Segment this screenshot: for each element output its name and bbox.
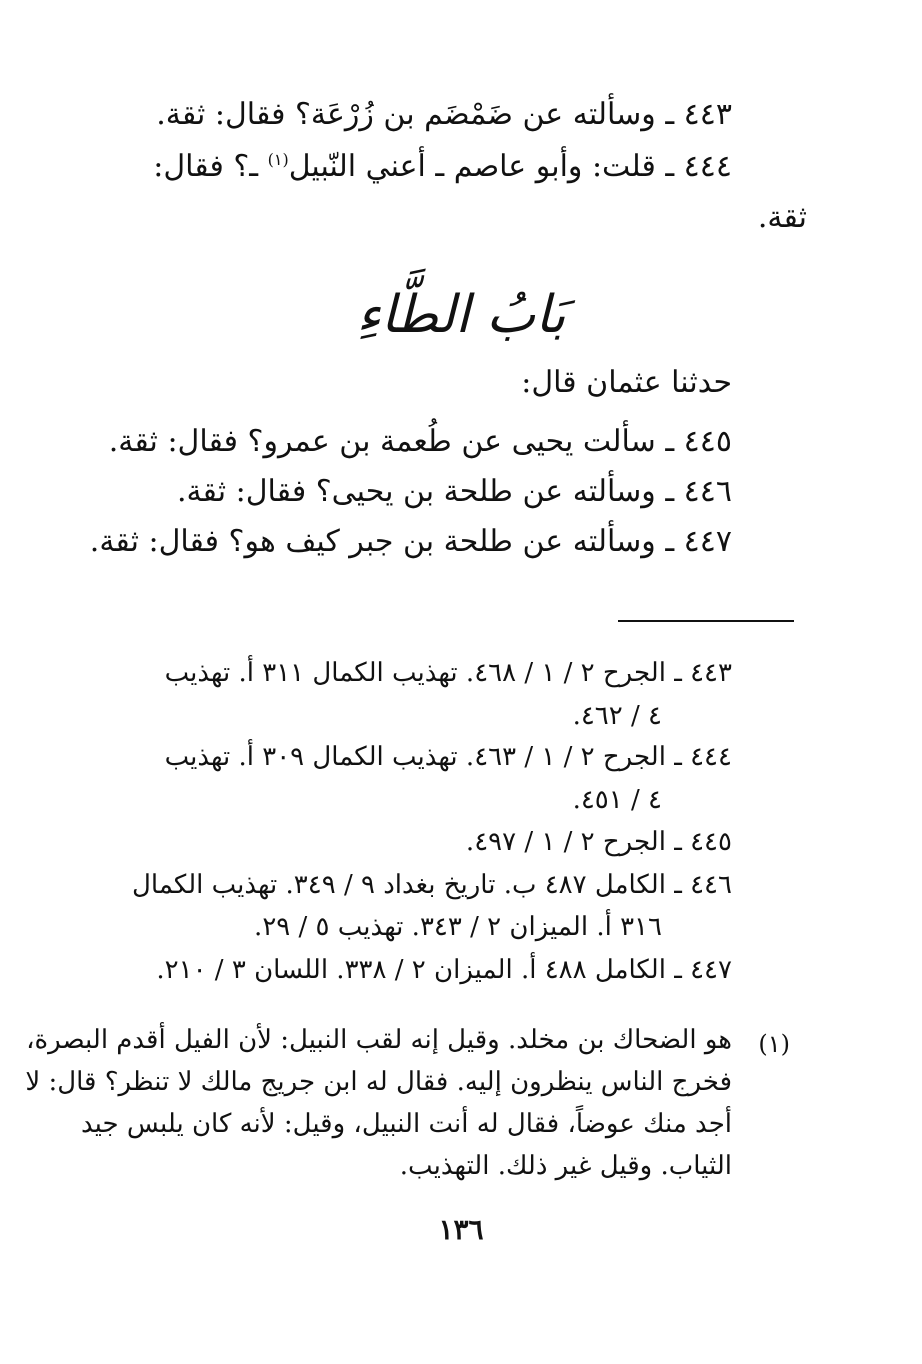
footnote-divider [618,620,794,622]
entry-444-end: ثقة. [757,200,807,235]
entry-447: ٤٤٧ ـ وسألته عن طلحة بن جبر كيف هو؟ فقال: ثقة. [89,524,732,559]
reference-line: ٤٤٧ ـ الكامل ٤٨٨ أ. الميزان ٢ / ٣٣٨. اللسان ٣ / ٢١٠. [156,955,732,985]
reference-line: ٤٤٦ ـ الكامل ٤٨٧ ب. تاريخ بغداد ٩ / ٣٤٩. تهذيب الكمال [132,870,732,900]
entry-444 [153,149,732,184]
footnote-line: فخرج الناس ينظرون إليه. فقال له ابن جريج مالك لا تنظر؟ قال: لا [25,1067,732,1097]
entry-446: ٤٤٦ ـ وسألته عن طلحة بن يحيى؟ فقال: ثقة. [176,474,732,509]
footnote-line: أجد منك عوضاً، فقال له أنت النبيل، وقيل: لأنه كان يلبس جيد [81,1109,732,1139]
footnote-number: (١) [758,1030,790,1058]
footnote-marker: (١) [267,150,289,169]
footnote-line: هو الضحاك بن مخلد. وقيل إنه لقب النبيل: لأن الفيل أقدم البصرة، [26,1025,732,1055]
reference-line: ٤ / ٤٥١. [572,785,662,815]
reference-line: ٤ / ٤٦٢. [572,701,662,731]
chapter-heading: بَابُ الطَّاءِ [356,285,566,345]
entry-444-continuation: ـ؟ فقال: [153,149,259,184]
page-number: ١٣٦ [438,1213,484,1246]
footnote-line: الثياب. وقيل غير ذلك. التهذيب. [399,1151,732,1181]
chain-intro: حدثنا عثمان قال: [521,365,732,400]
entry-444-text: ٤٤٤ ـ قلت: وأبو عاصم ـ أعني النّبيل [288,149,732,184]
entry-443: ٤٤٣ ـ وسألته عن ضَمْضَم بن زُرْعَة؟ فقال: ثقة. [156,97,732,132]
reference-line: ٤٤٥ ـ الجرح ٢ / ١ / ٤٩٧. [465,827,732,857]
entry-445: ٤٤٥ ـ سألت يحيى عن طُعمة بن عمرو؟ فقال: ثقة. [108,424,732,459]
reference-line: ٤٤٣ ـ الجرح ٢ / ١ / ٤٦٨. تهذيب الكمال ٣١١ أ. تهذيب [164,658,732,688]
reference-line: ٣١٦ أ. الميزان ٢ / ٣٤٣. تهذيب ٥ / ٢٩. [254,912,662,942]
reference-line: ٤٤٤ ـ الجرح ٢ / ١ / ٤٦٣. تهذيب الكمال ٣٠٩ أ. تهذيب [164,742,732,772]
